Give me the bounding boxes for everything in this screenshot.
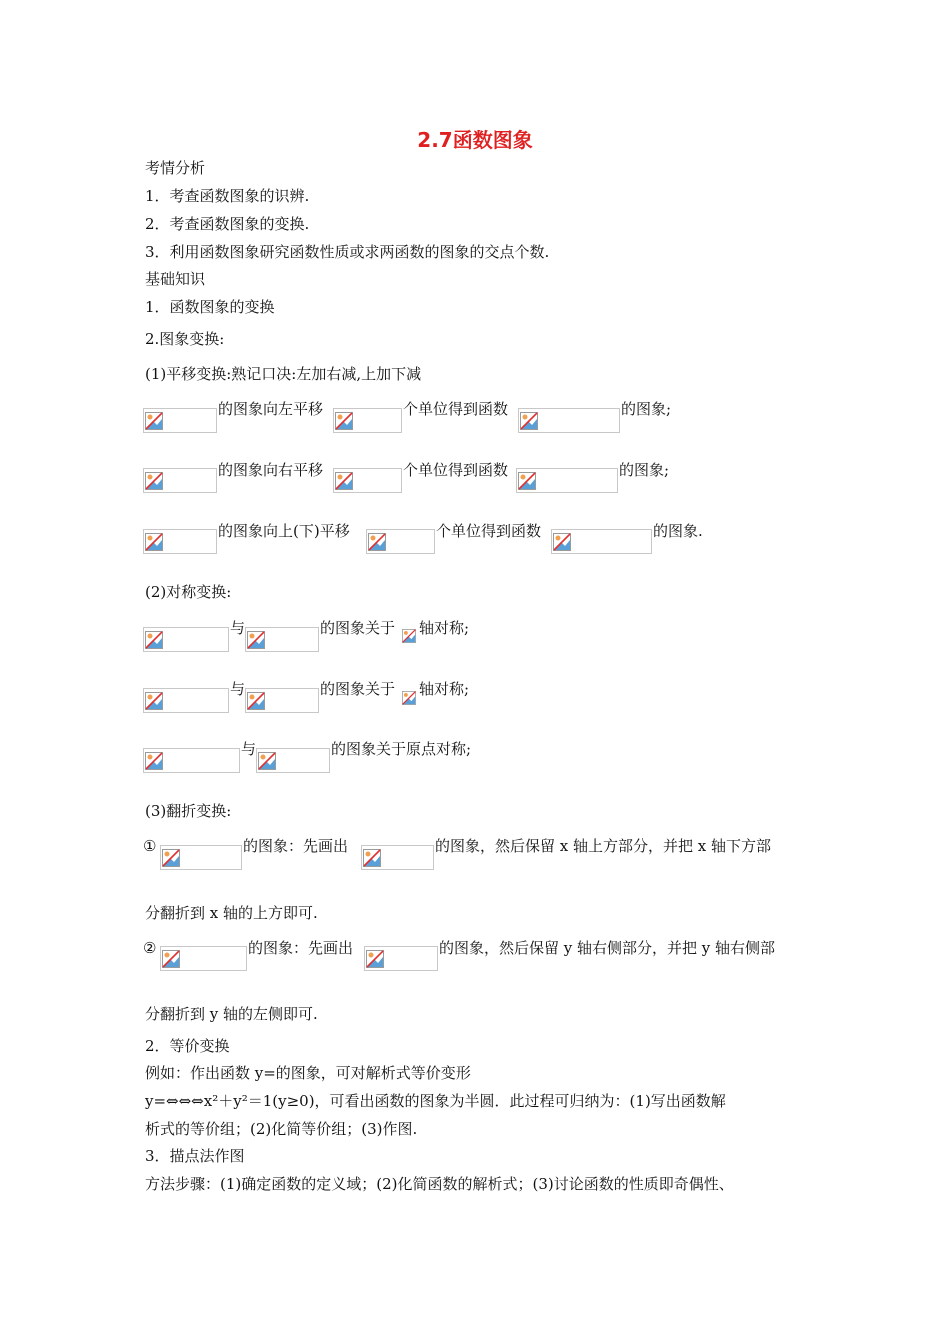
formula-image: [402, 690, 416, 708]
page-title: 2.7函数图象: [417, 128, 533, 152]
text-fragment: 轴对称;: [419, 619, 470, 637]
broken-image-icon: [145, 631, 163, 649]
broken-image-icon: [402, 628, 416, 644]
formula-image: [160, 845, 242, 870]
formula-image: [160, 946, 247, 971]
text-line: 例如：作出函数 y=的图象，可对解析式等价变形: [145, 1064, 471, 1082]
formula-image: [143, 627, 229, 652]
text-line: (2)对称变换:: [145, 583, 232, 601]
broken-image-icon: [145, 692, 163, 710]
formula-image: [143, 529, 217, 554]
broken-image-icon: [162, 849, 180, 867]
broken-image-icon: [335, 412, 353, 430]
formula-image: [245, 688, 319, 713]
text-fragment: 的图象向右平移: [218, 461, 324, 479]
broken-image-icon: [363, 849, 381, 867]
text-fragment: 轴对称;: [419, 680, 470, 698]
text-fragment: 的图象.: [653, 522, 703, 540]
text-line: 3．描点法作图: [145, 1147, 245, 1165]
text-fragment: 的图象;: [619, 461, 670, 479]
broken-image-icon: [518, 472, 536, 490]
broken-image-icon: [145, 533, 163, 551]
text-fragment: 的图象向上(下)平移: [218, 522, 350, 540]
broken-image-icon: [368, 533, 386, 551]
text-fragment: 与: [230, 680, 246, 698]
formula-image: [143, 468, 217, 493]
broken-image-icon: [553, 533, 571, 551]
broken-image-icon: [247, 692, 265, 710]
formula-image: [518, 408, 620, 433]
text-fragment: 个单位得到函数: [436, 522, 542, 540]
text-fragment: 个单位得到函数: [403, 461, 509, 479]
text-fragment: 的图象，然后保留 y 轴右侧部分，并把 y 轴右侧部: [439, 939, 776, 957]
formula-image: [256, 748, 330, 773]
text-fragment: 的图象关于原点对称;: [331, 740, 472, 758]
text-line: 2．考查函数图象的变换.: [145, 215, 310, 233]
broken-image-icon: [520, 412, 538, 430]
broken-image-icon: [366, 950, 384, 968]
formula-image: [143, 408, 217, 433]
formula-image: [402, 628, 416, 646]
formula-image: [551, 529, 652, 554]
text-fragment: 与: [230, 619, 246, 637]
text-line: 1．函数图象的变换: [145, 298, 275, 316]
text-fragment: ②: [143, 939, 157, 957]
text-line: 方法步骤：(1)确定函数的定义域；(2)化简函数的解析式；(3)讨论函数的性质即奇偶性、: [145, 1175, 734, 1193]
text-fragment: 个单位得到函数: [403, 400, 509, 418]
text-fragment: ①: [143, 837, 157, 855]
broken-image-icon: [145, 472, 163, 490]
broken-image-icon: [335, 472, 353, 490]
formula-image: [364, 946, 438, 971]
broken-image-icon: [247, 631, 265, 649]
text-line: 分翻折到 y 轴的左侧即可.: [145, 1005, 318, 1023]
formula-image: [333, 468, 402, 493]
formula-image: [333, 408, 402, 433]
text-fragment: 的图象;: [621, 400, 672, 418]
text-fragment: 的图象向左平移: [218, 400, 324, 418]
formula-image: [143, 748, 240, 773]
formula-image: [516, 468, 618, 493]
formula-image: [361, 845, 434, 870]
text-fragment: 与: [241, 740, 257, 758]
broken-image-icon: [145, 752, 163, 770]
formula-image: [245, 627, 319, 652]
text-line: 3．利用函数图象研究函数性质或求两函数的图象的交点个数.: [145, 243, 550, 261]
text-line: 2.图象变换:: [145, 330, 225, 348]
broken-image-icon: [402, 690, 416, 706]
text-fragment: 的图象关于: [320, 619, 396, 637]
broken-image-icon: [145, 412, 163, 430]
text-line: y=⇔⇔⇔x²＋y²＝1(y≥0)，可看出函数的图象为半圆．此过程可归纳为：(1)写出函数解: [145, 1092, 726, 1110]
text-line: 2．等价变换: [145, 1037, 230, 1055]
broken-image-icon: [162, 950, 180, 968]
text-line: 1．考查函数图象的识辨.: [145, 187, 310, 205]
formula-image: [143, 688, 229, 713]
text-line: 析式的等价组；(2)化简等价组；(3)作图.: [145, 1120, 418, 1138]
section-heading: 考情分析: [145, 159, 206, 177]
text-line: (3)翻折变换:: [145, 802, 232, 820]
text-fragment: 的图象：先画出: [248, 939, 354, 957]
text-fragment: 的图象关于: [320, 680, 396, 698]
broken-image-icon: [258, 752, 276, 770]
text-line: (1)平移变换:熟记口决:左加右减,上加下减: [145, 365, 422, 383]
section-heading: 基础知识: [145, 270, 206, 288]
text-fragment: 的图象：先画出: [243, 837, 349, 855]
text-fragment: 的图象，然后保留 x 轴上方部分，并把 x 轴下方部: [435, 837, 771, 855]
formula-image: [366, 529, 435, 554]
text-line: 分翻折到 x 轴的上方即可.: [145, 904, 318, 922]
